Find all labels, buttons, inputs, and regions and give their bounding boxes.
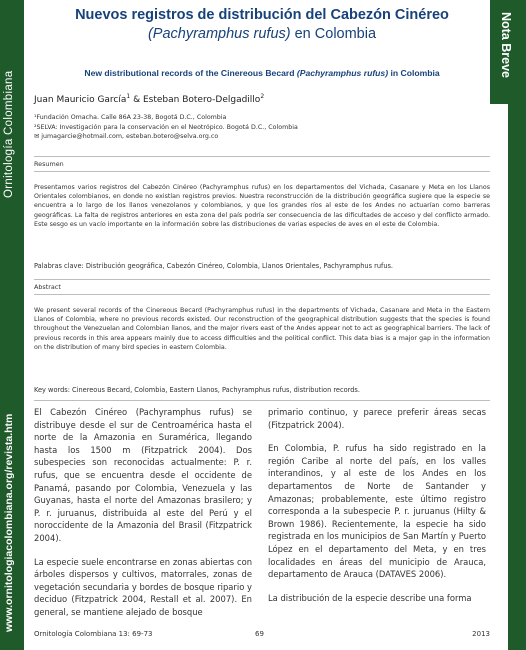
footer-year: 2013 <box>472 630 490 638</box>
divider <box>34 156 490 157</box>
title-line-2 <box>34 25 490 44</box>
section-tab <box>490 0 526 104</box>
authors <box>34 93 264 105</box>
resumen-keywords <box>34 262 393 270</box>
body-right-column <box>268 406 486 615</box>
article-title <box>34 6 490 44</box>
section-tab-label: Nota Breve <box>499 12 513 78</box>
english-title <box>34 68 490 78</box>
body-paragraph: primario continuo, y parece preferir áreas secas (Fitzpatrick 2004). <box>268 407 486 430</box>
body-paragraph: La especie suele encontrarse en zonas abiertas con árboles dispersos y cultivos, matorrales, zonas de vegetación secundaria y bordes de bosque ripario y deciduo (Fitzpatrick 2004, Restall et al. 2007). En general, se mantiene alejado de bosque <box>34 556 252 617</box>
resumen-heading: Resumen <box>34 160 64 168</box>
body-paragraph: La distribución de la especie describe una forma <box>268 592 472 603</box>
footer-journal: Ornitología Colombiana 13: 69-73 <box>34 630 153 638</box>
body-left-column <box>34 406 252 630</box>
keywords-label: Palabras clave: <box>34 262 84 270</box>
title-line-2-rest: en Colombia <box>290 26 377 42</box>
body-paragraph: El Cabezón Cinéreo (Pachyramphus rufus) se distribuye desde el sur de Centroamérica hasta el norte de la Amazonia en Suramérica, llegando hasta los 1500 m (Fitzpatrick 2004). Dos subespecies son reconocidas actualmente: P. r. rufus, que se encuentra desde el occidente de Panamá, pasando por Colombia, Venezuela y las Guyanas, hasta el norte del Amazonas brasilero; y P. r. juruanus, distribuida al este del Perú y el noroccidente de la Amazonia del Brasil (Fitzpatrick 2004). <box>34 407 252 543</box>
divider <box>34 294 490 295</box>
resumen-text: Presentamos varios registros del Cabezón Cinéreo (Pachyramphus rufus) en los departamentos del Vichada, Casanare y Meta en los Llanos Orientales colombianos, en donde no existían registros previos. Nuestra reconstrucción de la distribución geográfica sugiere que la especie se encuentra a lo largo de los llanos venezolanos y colombianos, y que los grandes ríos al este de los Andes no actuarían como barreras geográficas. La falta de registros anteriores en esta zona del país podría ser consecuencia de las dificultades de acceso y del conflicto armado. Este sesgo es un vacío importante en la información sobre las distribuciones de varias especies de aves en el este de Colombia. <box>34 184 490 228</box>
author-2-sup: 2 <box>260 93 265 100</box>
left-sidebar-band <box>0 0 24 650</box>
author-2: Esteban Botero-Delgadillo <box>142 95 261 105</box>
affiliation-2: ²SELVA: Investigación para la conservación en el Neotrópico. Bogotá D.C., Colombia <box>34 123 298 131</box>
title-species: (Pachyramphus rufus) <box>147 26 291 42</box>
english-title-species: (Pachyramphus rufus) <box>296 68 389 78</box>
english-title-pre: New distributional records of the Cinereous Becard <box>84 68 297 78</box>
title-line-1: Nuevos registros de distribución del Cabezón Cinéreo <box>75 7 449 23</box>
body-paragraph: En Colombia, P. rufus ha sido registrado en la región Caribe al norte del país, en los valles interandinos, y al este de los Andes en los departamentos de Norte de Santander y Amazonas; probablemente, este último registro corresponda a la subespecie P. r. juruanus (Hilty & Brown 1986). Recientemente, la especie ha sido registrada en los municipios de San Martín y Puerto López en el departamento del Meta, y en tres localidades en áreas del municipio de Arauca, departamento de Arauca (DATAVES 2006). <box>268 443 486 580</box>
abstract-heading: Abstract <box>34 283 61 291</box>
affiliations <box>34 113 490 142</box>
divider <box>34 400 490 401</box>
divider <box>34 171 490 172</box>
keywords-label: Key words: <box>34 386 70 394</box>
sidebar-journal-url[interactable]: www.ornitologiacolombiana.org/revista.htm <box>3 413 15 632</box>
keywords-text: Cinereous Becard, Colombia, Eastern Llanos, Pachyramphus rufus, distribution records. <box>69 386 360 394</box>
author-1-sup: 1 <box>126 93 131 100</box>
footer-page-number: 69 <box>255 630 264 638</box>
contact-emails[interactable]: ✉ jumagarcie@hotmail.com, esteban.botero@selva.org.co <box>34 133 219 140</box>
sidebar-journal-name: Ornitología Colombiana <box>3 70 15 198</box>
author-separator: & <box>130 95 143 105</box>
abstract-text: We present several records of the Cinereous Becard (Pachyramphus rufus) in the departments of Vichada, Casanare and Meta in the Eastern Llanos of Colombia, where no previous records existed. Our reconstruction of the geographical distribution suggests that the species is found throughout the Venezuelan and Colombian llanos, and the major rivers east of the Andes appear not to act as geographical barriers. The lack of previous records in this area appears mainly due to access difficulties and the political conflict. This data bias is a major gap in the information on the distribution of many bird species in eastern Colombia. <box>34 307 490 351</box>
abstract-keywords <box>34 386 360 394</box>
keywords-text: Distribución geográfica, Cabezón Cinéreo, Colombia, Llanos Orientales, Pachyramphus rufus. <box>83 262 394 270</box>
author-1: Juan Mauricio García <box>34 95 127 105</box>
english-title-post: in Colombia <box>388 68 440 78</box>
divider <box>34 279 490 280</box>
affiliation-1: ¹Fundación Omacha. Calle 86A 23-38, Bogotá D.C., Colombia <box>34 114 227 121</box>
